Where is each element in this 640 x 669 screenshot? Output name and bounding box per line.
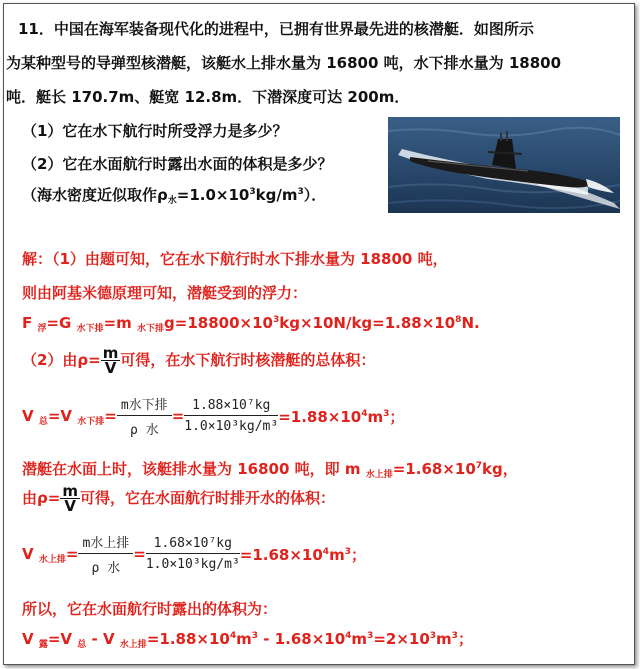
solution-line-5: 由ρ= $\frac{m}{V}$ 可得，它在水面航行时排开水的体积：	[22, 482, 335, 515]
problem-line-2: 为某种型号的导弹型核潜艇，该艇水上排水量为 16800 吨，水下排水量为 18800	[6, 54, 562, 72]
problem-line-1: 11．中国在海军装备现代化的进程中，已拥有世界最先进的核潜艇．如图所示	[18, 20, 534, 38]
solution-line-3: （2）由ρ= $\frac{m}{V}$ 可得，在水下航行时核潜艇的总体积：	[22, 344, 376, 377]
question-2: （2）它在水面航行时露出水面的体积是多少？	[22, 155, 333, 173]
density-note: （海水密度近似取作$\rho_水=1.0\times 10^3kg/m^3$）．	[22, 186, 327, 206]
submarine-photo	[388, 117, 620, 213]
problem-line-3: 吨．艇长 170.7m、艇宽 12.8m．下潜深度可达 200m．	[6, 88, 410, 106]
total-volume-equation: V $_总$=V $_{水下排}$= $\frac{\text{m水下排}}{\text{ρ 水}}$ = $\frac{\text{1.88×10⁷kg}}{\text{1.0×10³kg/m³}}$ $=1.88\times 10^4m^3$；	[22, 394, 404, 438]
solution-line-4: 潜艇在水面上时，该艇排水量为 16800 吨，即 m $_{水上排}=1.68\times 10^7kg$，	[22, 460, 518, 480]
solution-line-2: 则由阿基米德原理可知，潜艇受到的浮力：	[22, 284, 308, 302]
buoyancy-equation: F $_浮$=G $_{水下排}$=m $_{水下排}g=18800\times 10^3kg\times 10N/kg=1.88\times 10^8N$.	[22, 314, 480, 334]
solution-line-6: 所以，它在水面航行时露出的体积为：	[22, 600, 278, 618]
exposed-volume-equation: V $_露$=V $_总$ - V $_{水上排}=1.88\times 10^4m^3 - 1.68\times 10^4m^3=2\times 10^3m^3$；	[22, 630, 473, 650]
above-volume-equation: V $_{水上排}$= $\frac{\text{m水上排}}{\text{ρ 水}}$ = $\frac{\text{1.68×10⁷kg}}{\text{1.0×10³kg/m³}}$ $=1.68\times 10^4m^3$；	[22, 532, 366, 576]
question-1: （1）它在水下航行时所受浮力是多少？	[22, 122, 288, 140]
solution-line-1: 解：（1）由题可知，它在水下航行时水下排水量为 18800 吨，	[22, 250, 448, 268]
submarine-icon	[388, 117, 620, 213]
